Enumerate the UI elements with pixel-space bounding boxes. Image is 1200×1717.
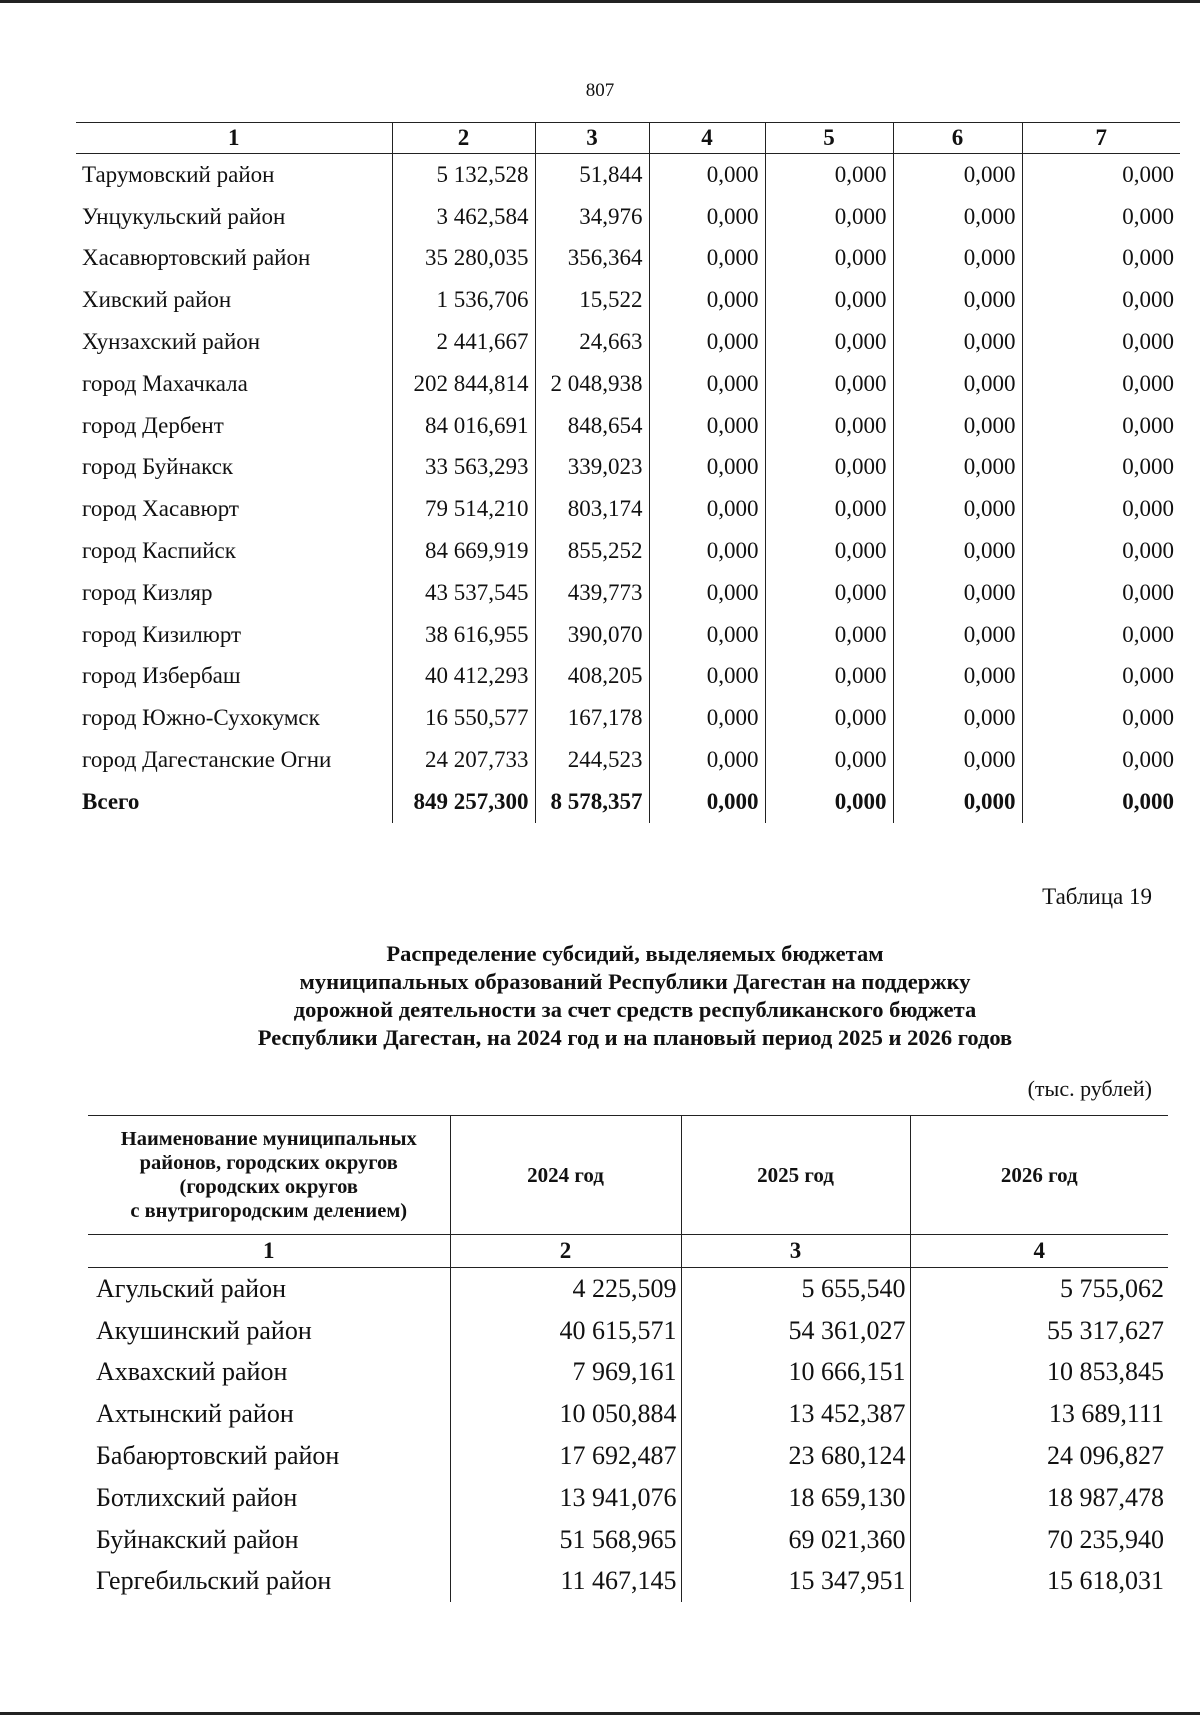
header-year: 2025 год — [681, 1116, 910, 1235]
table-row — [76, 447, 1180, 489]
value-cell: 10 853,845 — [910, 1352, 1168, 1394]
value-cell: 439,773 — [535, 572, 649, 614]
value-cell: 5 132,528 — [392, 154, 535, 196]
value-cell: 10 050,884 — [450, 1393, 681, 1435]
value-cell: 23 680,124 — [681, 1435, 910, 1477]
value-cell: 55 317,627 — [910, 1310, 1168, 1352]
table-row — [88, 1561, 1168, 1603]
value-cell: 70 235,940 — [910, 1519, 1168, 1561]
value-cell: 17 692,487 — [450, 1435, 681, 1477]
value-cell: 15 347,951 — [681, 1561, 910, 1603]
value-cell: 84 016,691 — [392, 405, 535, 447]
header-municipality — [88, 1116, 450, 1235]
value-cell: 0,000 — [1022, 196, 1180, 238]
table-label: Таблица 19 — [1042, 884, 1152, 909]
total-value: 849 257,300 — [392, 781, 535, 823]
value-cell: 0,000 — [1022, 739, 1180, 781]
value-cell: 244,523 — [535, 739, 649, 781]
value-cell: 0,000 — [649, 656, 765, 698]
value-cell: 0,000 — [649, 363, 765, 405]
value-cell: 0,000 — [765, 405, 893, 447]
header-row — [88, 1116, 1168, 1235]
value-cell: 0,000 — [765, 447, 893, 489]
column-number: 4 — [649, 123, 765, 154]
table-row — [76, 154, 1180, 196]
value-cell: 0,000 — [1022, 363, 1180, 405]
value-cell: 0,000 — [1022, 614, 1180, 656]
column-number: 3 — [681, 1235, 910, 1268]
value-cell: 0,000 — [1022, 154, 1180, 196]
value-cell: 0,000 — [893, 530, 1022, 572]
value-cell: 24,663 — [535, 321, 649, 363]
value-cell: 38 616,955 — [392, 614, 535, 656]
value-cell: 0,000 — [893, 279, 1022, 321]
value-cell: 10 666,151 — [681, 1352, 910, 1394]
value-cell: 24 207,733 — [392, 739, 535, 781]
value-cell: 0,000 — [649, 321, 765, 363]
value-cell: 339,023 — [535, 447, 649, 489]
header-line: районов, городских округов — [139, 1152, 398, 1174]
value-cell: 13 941,076 — [450, 1477, 681, 1519]
municipality-name: Бабаюртовский район — [96, 1441, 340, 1471]
value-cell: 803,174 — [535, 488, 649, 530]
column-number: 2 — [392, 123, 535, 154]
value-cell: 0,000 — [1022, 238, 1180, 280]
municipality-name: Гергебильский район — [96, 1566, 332, 1596]
value-cell: 0,000 — [765, 530, 893, 572]
municipality-name: Хасавюртовский район — [82, 245, 311, 271]
value-cell: 390,070 — [535, 614, 649, 656]
table-row — [76, 321, 1180, 363]
value-cell: 0,000 — [1022, 488, 1180, 530]
total-value: 0,000 — [649, 781, 765, 823]
table-row — [88, 1519, 1168, 1561]
title-line: дорожной деятельности за счет средств республиканского бюджета — [293, 997, 977, 1022]
municipality-name: Ахвахский район — [96, 1357, 288, 1387]
value-cell: 848,654 — [535, 405, 649, 447]
value-cell: 0,000 — [893, 405, 1022, 447]
value-cell: 0,000 — [893, 238, 1022, 280]
table-row — [76, 196, 1180, 238]
value-cell: 51,844 — [535, 154, 649, 196]
value-cell: 0,000 — [649, 739, 765, 781]
value-cell: 35 280,035 — [392, 238, 535, 280]
column-number: 3 — [535, 123, 649, 154]
value-cell: 167,178 — [535, 697, 649, 739]
value-cell: 1 536,706 — [392, 279, 535, 321]
value-cell: 0,000 — [649, 405, 765, 447]
value-cell: 13 452,387 — [681, 1393, 910, 1435]
value-cell: 0,000 — [649, 572, 765, 614]
value-cell: 0,000 — [893, 572, 1022, 614]
column-number-row — [76, 123, 1180, 154]
table-row — [76, 363, 1180, 405]
total-value: 0,000 — [1022, 781, 1180, 823]
column-number-row — [88, 1235, 1168, 1268]
value-cell: 0,000 — [1022, 656, 1180, 698]
value-cell: 0,000 — [765, 279, 893, 321]
value-cell: 7 969,161 — [450, 1352, 681, 1394]
table-row — [76, 572, 1180, 614]
value-cell: 0,000 — [765, 614, 893, 656]
value-cell: 40 615,571 — [450, 1310, 681, 1352]
value-cell: 15 618,031 — [910, 1561, 1168, 1603]
header-year: 2024 год — [450, 1116, 681, 1235]
table-row — [76, 530, 1180, 572]
municipality-name: город Кизляр — [82, 579, 213, 605]
municipality-name: город Избербаш — [82, 663, 241, 689]
value-cell: 0,000 — [649, 614, 765, 656]
value-cell: 0,000 — [765, 238, 893, 280]
title-line: Республики Дагестан, на 2024 год и на плановый период 2025 и 2026 годов — [257, 1025, 1013, 1050]
value-cell: 0,000 — [765, 321, 893, 363]
municipality-name: город Буйнакск — [82, 454, 234, 480]
total-value: 8 578,357 — [535, 781, 649, 823]
value-cell: 0,000 — [649, 697, 765, 739]
value-cell: 0,000 — [765, 196, 893, 238]
municipality-name: город Махачкала — [82, 370, 248, 396]
total-value: 0,000 — [765, 781, 893, 823]
value-cell: 15,522 — [535, 279, 649, 321]
value-cell: 51 568,965 — [450, 1519, 681, 1561]
municipality-name: Хивский район — [82, 287, 232, 313]
value-cell: 2 048,938 — [535, 363, 649, 405]
total-value: 0,000 — [893, 781, 1022, 823]
value-cell: 84 669,919 — [392, 530, 535, 572]
municipality-name: город Дербент — [82, 412, 224, 438]
value-cell: 18 987,478 — [910, 1477, 1168, 1519]
value-cell: 0,000 — [649, 154, 765, 196]
column-number: 4 — [910, 1235, 1168, 1268]
header-line: Наименование муниципальных — [120, 1128, 417, 1150]
municipality-name: город Дагестанские Огни — [82, 747, 332, 773]
table-row — [76, 614, 1180, 656]
value-cell: 0,000 — [765, 656, 893, 698]
value-cell: 0,000 — [1022, 279, 1180, 321]
municipality-name: Акушинский район — [96, 1315, 312, 1345]
municipality-name: город Южно-Сухокумск — [82, 705, 320, 731]
municipality-name: Агульский район — [96, 1273, 286, 1303]
value-cell: 0,000 — [893, 363, 1022, 405]
value-cell: 0,000 — [893, 488, 1022, 530]
value-cell: 69 021,360 — [681, 1519, 910, 1561]
value-cell: 40 412,293 — [392, 656, 535, 698]
value-cell: 0,000 — [1022, 572, 1180, 614]
value-cell: 0,000 — [765, 697, 893, 739]
value-cell: 13 689,111 — [910, 1393, 1168, 1435]
value-cell: 0,000 — [893, 196, 1022, 238]
title-line: Распределение субсидий, выделяемых бюджетам — [386, 941, 884, 966]
value-cell: 3 462,584 — [392, 196, 535, 238]
value-cell: 0,000 — [649, 279, 765, 321]
value-cell: 34,976 — [535, 196, 649, 238]
municipality-name: город Кизилюрт — [82, 621, 242, 647]
value-cell: 2 441,667 — [392, 321, 535, 363]
header-line: с внутригородским делением) — [130, 1200, 408, 1222]
table-title — [100, 940, 1170, 1052]
value-cell: 5 755,062 — [910, 1268, 1168, 1310]
value-cell: 0,000 — [893, 697, 1022, 739]
value-cell: 408,205 — [535, 656, 649, 698]
value-cell: 0,000 — [893, 154, 1022, 196]
value-cell: 0,000 — [1022, 530, 1180, 572]
total-label: Всего — [82, 788, 140, 814]
municipality-name: Ахтынский район — [96, 1399, 294, 1429]
municipality-name: Тарумовский район — [82, 161, 275, 187]
value-cell: 0,000 — [1022, 405, 1180, 447]
value-cell: 54 361,027 — [681, 1310, 910, 1352]
value-cell: 0,000 — [1022, 697, 1180, 739]
table-row — [88, 1393, 1168, 1435]
table-row — [88, 1435, 1168, 1477]
value-cell: 24 096,827 — [910, 1435, 1168, 1477]
value-cell: 855,252 — [535, 530, 649, 572]
column-number: 2 — [450, 1235, 681, 1268]
column-number: 7 — [1022, 123, 1180, 154]
table-row — [76, 739, 1180, 781]
header-year: 2026 год — [910, 1116, 1168, 1235]
value-cell: 0,000 — [649, 488, 765, 530]
municipality-name: Ботлихский район — [96, 1482, 298, 1512]
value-cell: 0,000 — [1022, 321, 1180, 363]
municipality-name: Буйнакский район — [96, 1524, 299, 1554]
municipality-name: Хунзахский район — [82, 329, 261, 355]
value-cell: 16 550,577 — [392, 697, 535, 739]
value-cell: 0,000 — [765, 154, 893, 196]
value-cell: 33 563,293 — [392, 447, 535, 489]
table-row — [88, 1477, 1168, 1519]
value-cell: 356,364 — [535, 238, 649, 280]
top-scan-edge — [0, 0, 1200, 3]
value-cell: 11 467,145 — [450, 1561, 681, 1603]
table-row — [76, 656, 1180, 698]
table-row — [76, 488, 1180, 530]
value-cell: 5 655,540 — [681, 1268, 910, 1310]
page-number: 807 — [585, 80, 615, 101]
value-cell: 0,000 — [893, 614, 1022, 656]
value-cell: 43 537,545 — [392, 572, 535, 614]
value-cell: 0,000 — [765, 488, 893, 530]
value-cell: 79 514,210 — [392, 488, 535, 530]
road-subsidy-table — [88, 1115, 1168, 1602]
value-cell: 0,000 — [1022, 447, 1180, 489]
municipality-name: город Хасавюрт — [82, 496, 239, 522]
table-row — [76, 279, 1180, 321]
table-row — [88, 1310, 1168, 1352]
value-cell: 0,000 — [893, 321, 1022, 363]
value-cell: 18 659,130 — [681, 1477, 910, 1519]
table-row — [76, 238, 1180, 280]
value-cell: 0,000 — [649, 530, 765, 572]
subsidy-table-continued — [76, 122, 1180, 823]
table-row — [88, 1268, 1168, 1310]
value-cell: 0,000 — [765, 739, 893, 781]
value-cell: 0,000 — [893, 656, 1022, 698]
table-row — [88, 1352, 1168, 1394]
value-cell: 4 225,509 — [450, 1268, 681, 1310]
municipality-name: Унцукульский район — [82, 203, 286, 229]
table-row — [76, 697, 1180, 739]
header-line: (городских округов — [179, 1176, 358, 1198]
column-number: 1 — [88, 1235, 450, 1268]
value-cell: 0,000 — [649, 196, 765, 238]
units-label: (тыс. рублей) — [1027, 1076, 1152, 1101]
column-number: 5 — [765, 123, 893, 154]
value-cell: 202 844,814 — [392, 363, 535, 405]
value-cell: 0,000 — [893, 739, 1022, 781]
table-row — [76, 405, 1180, 447]
value-cell: 0,000 — [649, 238, 765, 280]
value-cell: 0,000 — [765, 572, 893, 614]
value-cell: 0,000 — [893, 447, 1022, 489]
total-row — [76, 781, 1180, 823]
value-cell: 0,000 — [765, 363, 893, 405]
bottom-scan-edge — [0, 1712, 1200, 1715]
column-number: 6 — [893, 123, 1022, 154]
column-number: 1 — [76, 123, 392, 154]
municipality-name: город Каспийск — [82, 538, 236, 564]
value-cell: 0,000 — [649, 447, 765, 489]
title-line: муниципальных образований Республики Дагестан на поддержку — [299, 969, 971, 994]
